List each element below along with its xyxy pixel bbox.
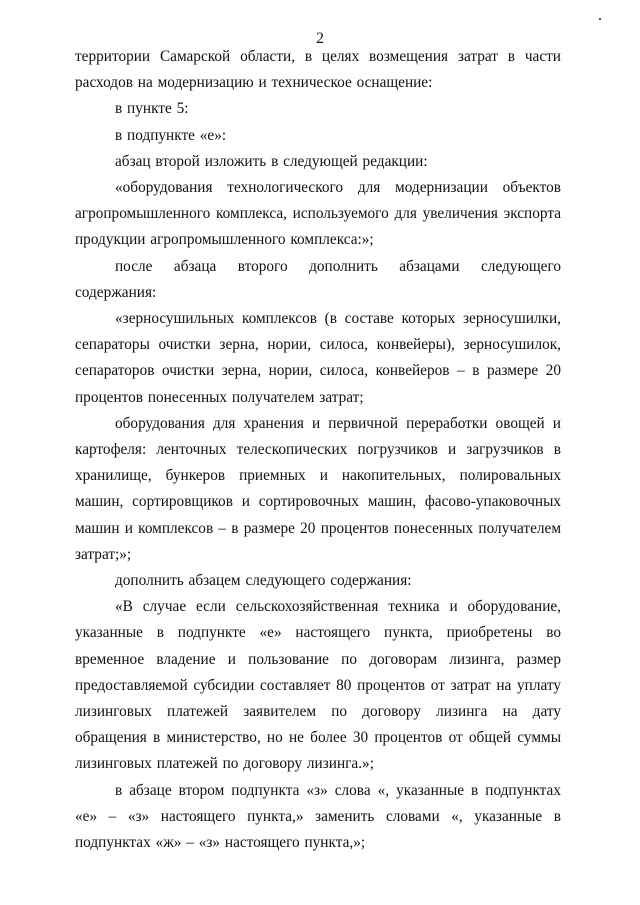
paragraph-6: после абзаца второго дополнить абзацами следующего содержания: [75, 257, 561, 301]
paragraph-2: в пункте 5: [115, 100, 189, 118]
paragraph-10: «В случае если сельскохозяйственная техника и оборудование, указанные в подпункте «е» настоящего пункта, приобретены во временное владение и пользование по договорам лизинга, размер предоставляемой субсидии составляет 80 процентов от затрат на уплату лизинговых платежей заявителем по договору лизинга на дату обращения в министерство, но не более 30 процентов от общей суммы лизинговых платежей по договору лизинга.»; [75, 598, 561, 773]
paragraph-1: территории Самарской области, в целях возмещения затрат в части расходов на модернизацию и техническое оснащение: [75, 48, 561, 92]
page-number: 2 [316, 30, 324, 47]
paragraph-11: в абзаце втором подпункта «з» слова «, указанные в подпунктах «е» – «з» настоящего пункта,» заменить словами «, указанные в подпунктах «ж» – «з» настоящего пункта,»; [75, 781, 561, 852]
paragraph-7: «зерносушильных комплексов (в составе которых зерносушилки, сепараторы очистки зерна, нории, силоса, конвейеры), зерносушилок, сепараторов очистки зерна, нории, силоса, конвейеров – в размере 20 процентов понесенных получателем затрат; [75, 310, 561, 406]
document-body [75, 44, 561, 856]
paragraph-5: «оборудования технологического для модернизации объектов агропромышленного комплекса, используемого для увеличения экспорта продукции агропромышленного комплекса:»; [75, 179, 561, 249]
paragraph-8: оборудования для хранения и первичной переработки овощей и картофеля: ленточных телескопических погрузчиков и загрузчиков в хранилище, бункеров приемных и накопительных, полировальных машин, сортировщиков и сортировочных машин, фасово-упаковочных машин и комплексов – в размере 20 процентов понесенных получателем затрат;»; [75, 414, 561, 563]
scan-mark [599, 18, 601, 20]
paragraph-9: дополнить абзацем следующего содержания: [115, 572, 412, 590]
paragraph-3: в подпункте «е»: [115, 126, 227, 144]
paragraph-4: абзац второй изложить в следующей редакции: [115, 152, 428, 170]
